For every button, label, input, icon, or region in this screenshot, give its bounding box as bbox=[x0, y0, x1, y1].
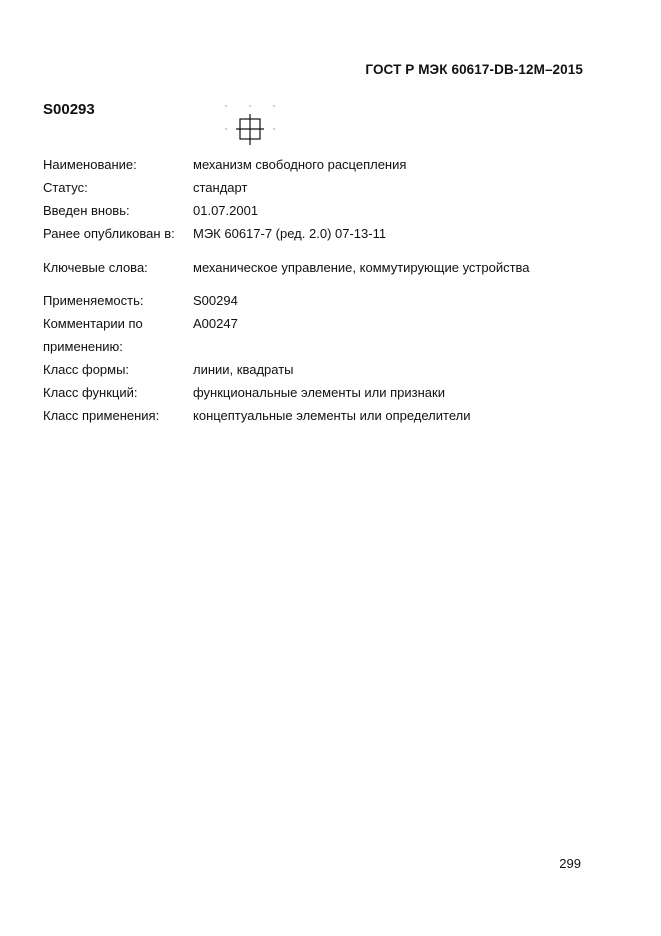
field-label: Применяемость: bbox=[43, 293, 144, 308]
field-value: функциональные элементы или признаки bbox=[193, 385, 445, 400]
field-label: Класс функций: bbox=[43, 385, 138, 400]
field-label: Комментарии по bbox=[43, 316, 143, 331]
field-label: применению: bbox=[43, 339, 123, 354]
field-label: Наименование: bbox=[43, 157, 137, 172]
page-number: 299 bbox=[559, 856, 581, 871]
field-value: МЭК 60617-7 (ред. 2.0) 07-13-11 bbox=[193, 226, 387, 241]
field-value: механизм свободного расцепления bbox=[193, 157, 407, 172]
symbol-code: S00293 bbox=[43, 101, 95, 118]
field-value: механическое управление, коммутирующие устройства bbox=[193, 260, 530, 275]
standard-header: ГОСТ Р МЭК 60617-DB-12M–2015 bbox=[365, 62, 583, 77]
field-label: Статус: bbox=[43, 180, 88, 195]
field-label: Введен вновь: bbox=[43, 203, 130, 218]
field-label: Ключевые слова: bbox=[43, 260, 148, 275]
field-value: 01.07.2001 bbox=[193, 203, 259, 218]
free-release-mechanism-symbol-icon bbox=[222, 100, 278, 146]
field-value: S00294 bbox=[193, 293, 238, 308]
field-value: стандарт bbox=[193, 180, 248, 195]
field-label: Класс формы: bbox=[43, 362, 130, 377]
field-value: A00247 bbox=[193, 316, 238, 331]
field-value: концептуальные элементы или определители bbox=[193, 408, 471, 423]
field-label: Ранее опубликован в: bbox=[43, 226, 175, 241]
field-label: Класс применения: bbox=[43, 408, 160, 423]
field-value: линии, квадраты bbox=[193, 362, 294, 377]
